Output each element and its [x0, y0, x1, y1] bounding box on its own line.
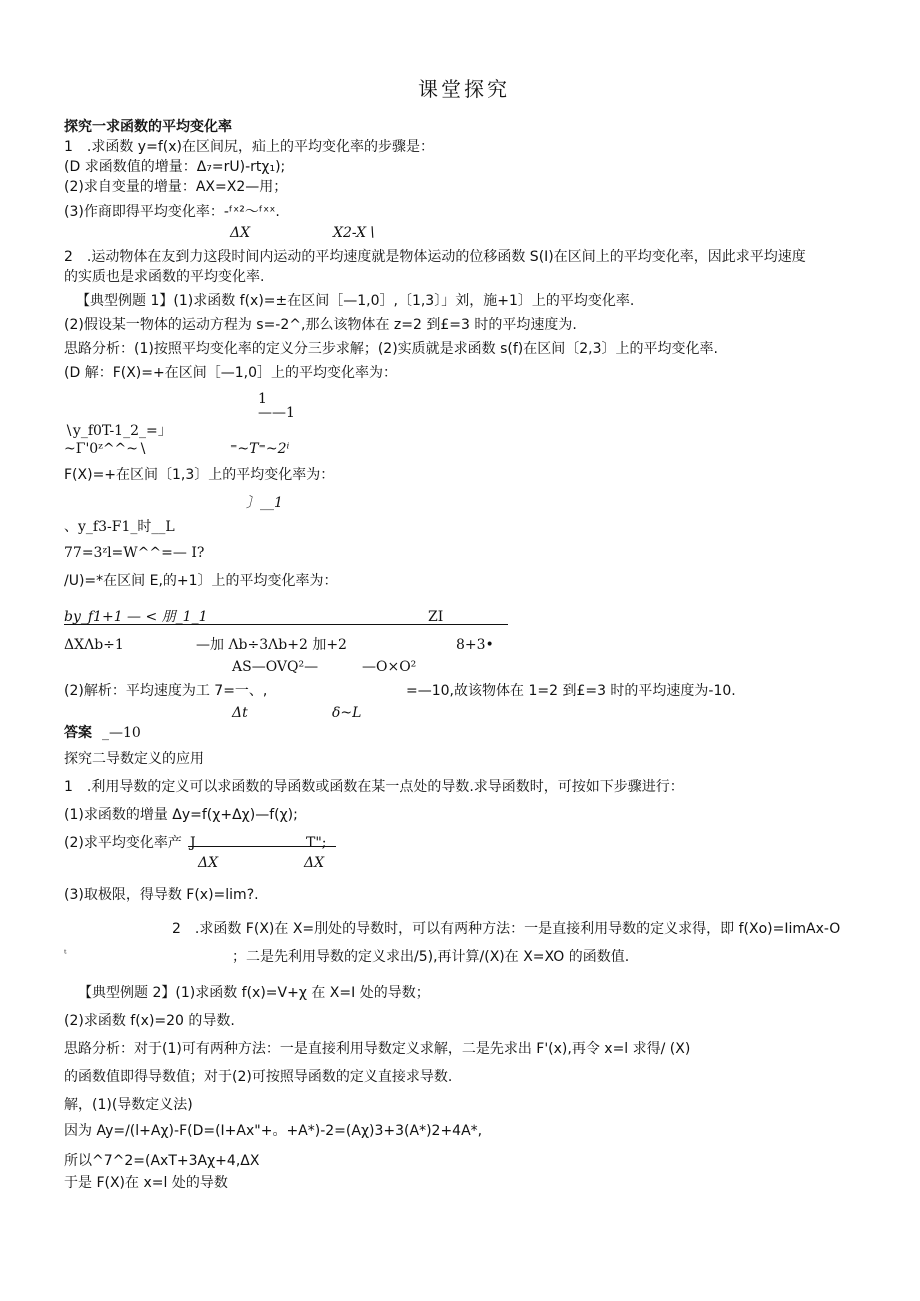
example-heading-2: 【典型例题 2】(1)求函数 f(x)=V+χ 在 X=I 处的导数； [78, 985, 430, 1001]
formula-fragment: —加 Λb÷3Λb+2 加+2 [196, 637, 347, 653]
analysis-line: 思路分析：对于(1)可有两种方法：一是直接利用导数定义求解，二是先求出 F'(x),再令 x=l 求得/ (X) [64, 1041, 691, 1057]
formula-fragment: 、y_f3-F1_时__L [64, 519, 175, 535]
formula-fragment: —O×O² [362, 659, 417, 675]
text-line: (D 求函数值的增量：Δ₇=rU)-rtχ₁); [64, 159, 286, 175]
formula-fragment: δ~L [332, 705, 362, 721]
text-line: (2)求平均变化率产 [64, 835, 182, 851]
analysis-line: 思路分析：(1)按照平均变化率的定义分三步求解；(2)实质就是求函数 s(f)在区间〔2,3〕上的平均变化率. [64, 341, 718, 357]
answer-value: _—10 [102, 725, 141, 741]
formula-fragment: J [190, 835, 196, 851]
formula-fragment: ~Γ'0ᶻ^^~∖ [64, 441, 147, 457]
formula-fragment: by_f1+1 — < 朋_1_1 [64, 609, 208, 625]
text-line: 因为 Ay=/(l+Aχ)-F(D=(I+Ax"+。+A*)-2=(Aχ)3+3(A*)2+4A*, [64, 1123, 483, 1139]
text-line: (2)假设某一物体的运动方程为 s=-2^,那么该物体在 z=2 到£=3 时的平均速度为. [64, 317, 577, 333]
text-line: F(X)=+在区间〔1,3〕上的平均变化率为： [64, 467, 335, 483]
solution-label: 解，(1)(导数定义法) [64, 1097, 193, 1113]
formula-fragment: ∖y_f0T-1_2_=」 [64, 423, 172, 439]
formula-fragment: ΔX [230, 225, 251, 241]
text-line: 所以^7^2=(AxT+3Aχ+4,ΔX [64, 1153, 260, 1169]
formula-fragment: ΔX [198, 855, 219, 871]
fraction-rule [188, 846, 336, 847]
formula-fragment: Δt [232, 705, 248, 721]
formula-fragment: ᵗ [64, 949, 67, 960]
text-line: ；二是先利用导数的定义求出/5),再计算/(X)在 X=XO 的函数值. [232, 949, 630, 965]
text-line: (2)解析：平均速度为工 7=一、, [64, 683, 268, 699]
text-line: (D 解：F(X)=+在区间［—1,0］上的平均变化率为： [64, 365, 397, 381]
formula-fragment: X2-X∖ [333, 225, 375, 241]
formula-fragment: AS—OVQ²— [232, 659, 319, 675]
text-line: 的实质也是求函数的平均变化率. [64, 269, 265, 285]
text-line: (3)取极限，得导数 F(x)=lim?. [64, 887, 259, 903]
fraction-rule [64, 624, 508, 625]
answer-label: 答案 [64, 725, 92, 741]
text-line: 的函数值即得导数值；对于(2)可按照导函数的定义直接求导数. [64, 1069, 453, 1085]
text-line: =—10,故该物体在 1=2 到£=3 时的平均速度为-10. [406, 683, 736, 699]
text-line: 于是 F(X)在 x=l 处的导数 [64, 1175, 228, 1191]
text-line: (3)作商即得平均变化率：-ᶠˣ²～ᶠˣˣ. [64, 204, 280, 220]
formula-fragment: T"; [306, 835, 327, 851]
section-heading-1: 探究一求函数的平均变化率 [64, 119, 232, 135]
text-line: (2)求自变量的增量：AX=X2—用； [64, 179, 288, 195]
example-heading-1: 【典型例题 1】(1)求函数 f(x)=±在区间［—1,0］,〔1,3〕」刘，施+1〕上的平均变化率. [76, 293, 635, 309]
formula-fragment: ⁼~T⁼~2ⁱ [230, 441, 290, 457]
formula-fragment: ΔX [304, 855, 325, 871]
page-title: 课堂探究 [418, 77, 510, 101]
text-line: /U)=*在区间 E,的+1〕上的平均变化率为： [64, 573, 338, 589]
formula-fragment: 8+3• [456, 637, 494, 653]
formula-fragment: 77=3ᶻl=W^^=— I? [64, 545, 205, 561]
text-line: (1)求函数的增量 Δy=f(χ+Δχ)—f(χ); [64, 807, 298, 823]
formula-fragment: 〕__1 [246, 495, 283, 511]
formula-fragment: ΔXΛb÷1 [64, 637, 124, 653]
text-line: 1 .求函数 y=f(x)在区间尻，疝上的平均变化率的步骤是： [64, 139, 434, 155]
formula-fragment: ——1 [258, 405, 295, 421]
text-line: 1 .利用导数的定义可以求函数的导函数或函数在某一点处的导数.求导函数时，可按如下步骤进行： [64, 779, 684, 795]
text-line: (2)求函数 f(x)=20 的导数. [64, 1013, 235, 1029]
formula-fragment: 1 [258, 391, 267, 407]
formula-fragment: ZI [428, 609, 444, 625]
section-heading-2: 探究二导数定义的应用 [64, 751, 204, 767]
text-line: 2 .运动物体在友到力这段时间内运动的平均速度就是物体运动的位移函数 S(I)在区间上的平均变化率，因此求平均速度 [64, 249, 806, 265]
text-line: 2 .求函数 F(X)在 X=刖处的导数时，可以有两种方法：一是直接利用导数的定义求得，即 f(Xo)=IimAx-O [172, 921, 841, 937]
